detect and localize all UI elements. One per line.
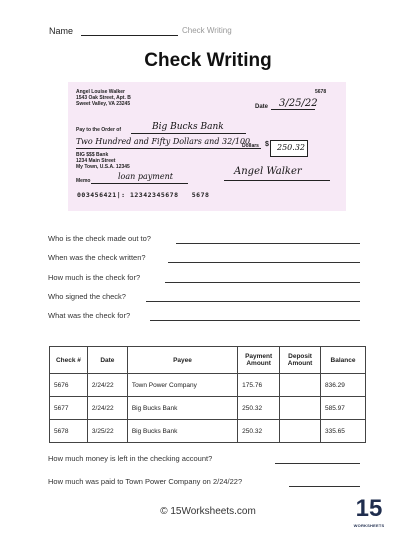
question-amount: How much is the check for? xyxy=(48,273,141,282)
cell-date: 2/24/22 xyxy=(87,374,127,397)
answer-line-date[interactable] xyxy=(168,262,360,263)
worksheets-logo xyxy=(352,496,386,532)
header-balance: Balance xyxy=(321,347,366,374)
cell-payee: Big Bucks Bank xyxy=(127,420,237,443)
payee-line xyxy=(131,133,246,134)
amount-words-line xyxy=(76,148,261,149)
table-row xyxy=(50,420,366,443)
header-title: Check Writing xyxy=(182,26,232,35)
memo-label: Memo xyxy=(76,178,91,184)
dollar-sign: $ xyxy=(265,141,269,148)
answer-line-signer[interactable] xyxy=(146,301,360,302)
cell-balance: 335.65 xyxy=(321,420,366,443)
header-payment-amount: Payment Amount xyxy=(238,347,280,374)
date-line xyxy=(271,109,315,110)
bank-name: BIG $$$ Bank xyxy=(76,152,109,158)
owner-city: Sweet Valley, VA 23245 xyxy=(76,101,131,107)
sample-check xyxy=(68,82,346,211)
header-payee: Payee xyxy=(127,347,237,374)
check-number: 5678 xyxy=(315,89,327,95)
owner-name: Angel Louise Walker xyxy=(76,89,125,95)
amount-words: Two Hundred and Fifty Dollars and 32/100 xyxy=(76,137,251,146)
cell-date: 2/24/22 xyxy=(87,397,127,420)
memo-value: loan payment xyxy=(118,172,173,181)
header-check-number: Check # xyxy=(50,347,88,374)
answer-line-amount[interactable] xyxy=(165,282,360,283)
table-row xyxy=(50,397,366,420)
cell-deposit xyxy=(280,397,321,420)
cell-payment: 250.32 xyxy=(238,420,280,443)
question-power-payment: How much was paid to Town Power Company on 2/24/22? xyxy=(48,477,243,486)
footer-copyright: © 15Worksheets.com xyxy=(160,506,256,517)
payto-label: Pay to the Order of xyxy=(76,127,122,133)
question-remaining-balance: How much money is left in the checking account? xyxy=(48,454,213,463)
question-purpose: What was the check for? xyxy=(48,311,131,320)
cell-deposit xyxy=(280,420,321,443)
dollars-label: Dollars xyxy=(242,143,259,149)
page-title: Check Writing xyxy=(144,50,272,71)
signature: Angel Walker xyxy=(234,166,302,177)
question-payee: Who is the check made out to? xyxy=(48,234,151,243)
micr-line: 003456421|: 12342345678 5678 xyxy=(77,191,210,199)
name-line xyxy=(81,35,178,36)
answer-line-remaining-balance[interactable] xyxy=(275,463,360,464)
logo-number: 15 xyxy=(355,495,383,522)
cell-check-number: 5677 xyxy=(50,397,88,420)
cell-check-number: 5678 xyxy=(50,420,88,443)
logo-text: WORKSHEETS xyxy=(353,523,385,528)
question-signer: Who signed the check? xyxy=(48,292,126,301)
answer-line-payee[interactable] xyxy=(176,243,360,244)
owner-street: 1543 Oak Street, Apt. B xyxy=(76,95,131,101)
table-row xyxy=(50,374,366,397)
cell-check-number: 5676 xyxy=(50,374,88,397)
payee-value: Big Bucks Bank xyxy=(152,122,224,132)
cell-payee: Town Power Company xyxy=(127,374,237,397)
amount-box xyxy=(270,140,308,157)
bank-street: 1234 Main Street xyxy=(76,158,116,164)
answer-line-purpose[interactable] xyxy=(150,320,360,321)
cell-balance: 585.97 xyxy=(321,397,366,420)
cell-payment: 175.76 xyxy=(238,374,280,397)
answer-line-power-payment[interactable] xyxy=(289,486,360,487)
table-header-row xyxy=(50,347,366,374)
cell-balance: 836.29 xyxy=(321,374,366,397)
amount-number: 250.32 xyxy=(277,143,305,152)
date-value: 3/25/22 xyxy=(279,98,318,109)
header-date: Date xyxy=(87,347,127,374)
bank-city: My Town, U.S.A. 12345 xyxy=(76,164,130,170)
name-label: Name xyxy=(49,26,74,36)
cell-payee: Big Bucks Bank xyxy=(127,397,237,420)
memo-line xyxy=(91,183,188,184)
check-register-table xyxy=(49,346,366,443)
cell-date: 3/25/22 xyxy=(87,420,127,443)
cell-payment: 250.32 xyxy=(238,397,280,420)
date-label: Date xyxy=(255,104,269,110)
question-date: When was the check written? xyxy=(48,253,146,262)
cell-deposit xyxy=(280,374,321,397)
signature-line xyxy=(224,180,330,181)
header-deposit-amount: Deposit Amount xyxy=(280,347,321,374)
